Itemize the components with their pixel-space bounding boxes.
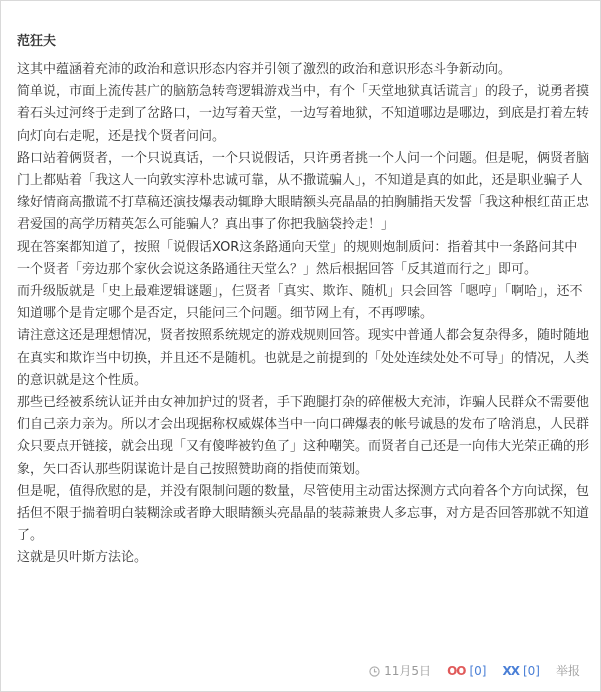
paragraph: 而升级版就是「史上最难逻辑谜题」，仨贤者「真实、欺诈、随机」只会回答「嗯哼」「啊哈」，还不知道哪个是肯定哪个是否定，只能问三个问题。细节网上有，不再啰嗦。: [17, 284, 583, 322]
paragraph: 这其中蕴涵着充沛的政治和意识形态内容并引领了激烈的政治和意识形态斗争新动向。: [17, 62, 512, 77]
xx-vote-button[interactable]: XX: [502, 664, 519, 678]
clock-icon: [369, 666, 380, 677]
oo-count: [0]: [469, 664, 487, 678]
comment-body: [17, 59, 589, 570]
paragraph: 简单说，市面上流传甚广的脑筋急转弯逻辑游戏当中，有个「天堂地狱真话谎言」的段子，说勇者摸着石头过河终于走到了岔路口，一边写着天堂，一边写着地狱，不知道哪边是哪边，到底是打着左转向灯向右走呢，还是找个贤者问问。: [17, 84, 590, 144]
oo-vote-button[interactable]: OO: [447, 664, 466, 678]
paragraph: 现在答案都知道了，按照「说假话XOR这条路通向天堂」的规则炮制质问：指着其中一条路问其中一个贤者「旁边那个家伙会说这条路通往天堂么？」然后根据回答「反其道而行之」即可。: [17, 239, 578, 277]
paragraph: 那些已经被系统认证并由女神加护过的贤者，手下跑腿打杂的碎催极大充沛，诈骗人民群众不需要他们自己亲力亲为。所以才会出现据称权威媒体当中一向口碑爆表的帐号诚恳的发布了啥消息，人民群众只要点开链接，就会出现「又有傻哔被钓鱼了」这种嘲笑。而贤者自己还是一向伟大光荣正确的形象，矢口否认那些阴谋诡计是自己按照赞助商的指使而策划。: [17, 395, 590, 477]
paragraph: 请注意这还是理想情况，贤者按照系统规定的游戏规则回答。现实中普通人都会复杂得多，随时随地在真实和欺诈当中切换，并且还不是随机。也就是之前提到的「处处连续处处不可导」的情况，人类的意识就是这个性质。: [17, 328, 590, 388]
paragraph: 路口站着俩贤者，一个只说真话，一个只说假话，只许勇者挑一个人问一个问题。但是呢，俩贤者脑门上都贴着「我这人一向敦实淳朴忠诚可靠，从不撒谎骗人」，不知道是真的如此，还是职业骗子人缘好情商高撒谎不打草稿还演技爆表动辄睁大眼睛额头亮晶晶的拍胸脯指天发誓「我这种根红苗正忠君爱国的高学历精英怎么可能骗人？真出事了你把我脑袋拎走！」: [17, 150, 590, 233]
paragraph: 这就是贝叶斯方法论。: [17, 550, 148, 566]
paragraph: 但是呢，值得欣慰的是，并没有限制问题的数量，尽管使用主动雷达探测方式向着各个方向试探，包括但不限于揣着明白装糊涂或者睁大眼睛额头亮晶晶的装蒜兼贵人多忘事，对方是否回答那就不知道了。: [17, 483, 590, 544]
comment-footer: [369, 663, 580, 679]
post-date: 11月5日: [384, 664, 432, 678]
report-link[interactable]: 举报: [555, 664, 580, 678]
author-name[interactable]: 范狂夫: [17, 34, 57, 49]
xx-count: [0]: [522, 664, 540, 678]
